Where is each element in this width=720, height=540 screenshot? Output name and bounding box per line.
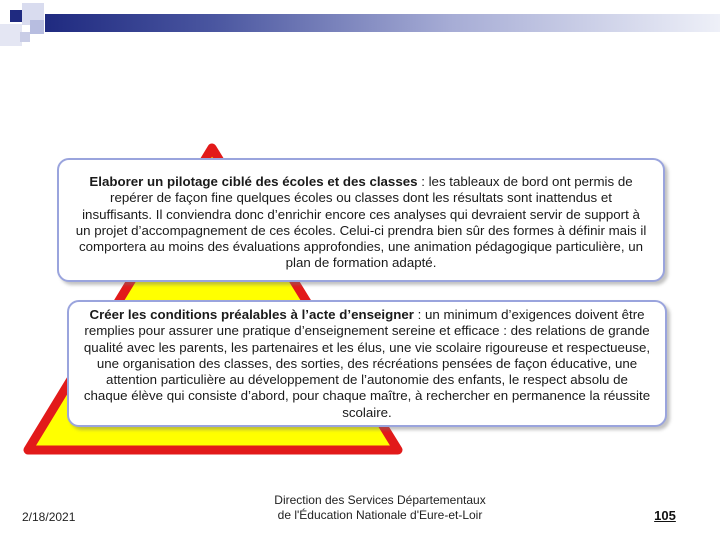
box1-text: : les tableaux de bord ont permis de repérer de façon fine quelques écoles ou classes dont les résultats sont inattendus et insuffisants. Il conviendra donc d’enrichir encore ces analyses qui devraient servir de support à un projet d’accompagnement de ces écoles. Celui-ci prendra bien sûr des formes à définir mais il comportera au moins des évaluations approfondies, une animation pédagogique particulière, un plan de formation adapté. <box>75 174 647 271</box>
footer-org-line1: Direction des Services Départementaux <box>274 493 486 507</box>
box1-heading: Elaborer un pilotage ciblé des écoles et des classes <box>89 174 418 189</box>
footer-date: 2/18/2021 <box>22 510 76 524</box>
box2-heading: Créer les conditions préalables à l’acte d’enseigner <box>89 307 414 322</box>
box2-text: : un minimum d’exigences doivent être remplies pour assurer une pratique d’enseignement sereine et efficace : des relations de grande qualité avec les parents, les partenaires et les élus, une vie scolaire rigoureuse et respectueuse, une organisation des classes, des sorties, des récréations pensées de façon éducative, une attention particulière au développement de l’autonomie des enfants, le respect absolu de chaque élève qui consiste d’abord, pour chaque maître, à rechercher en permanence la réussite scolaire. <box>83 307 651 420</box>
text-box-pilotage <box>57 158 665 282</box>
text-box-conditions <box>67 300 667 427</box>
footer-organisation <box>255 493 505 523</box>
page-number: 105 <box>654 508 676 523</box>
footer-org-line2: de l'Éducation Nationale d'Eure-et-Loir <box>277 508 483 522</box>
